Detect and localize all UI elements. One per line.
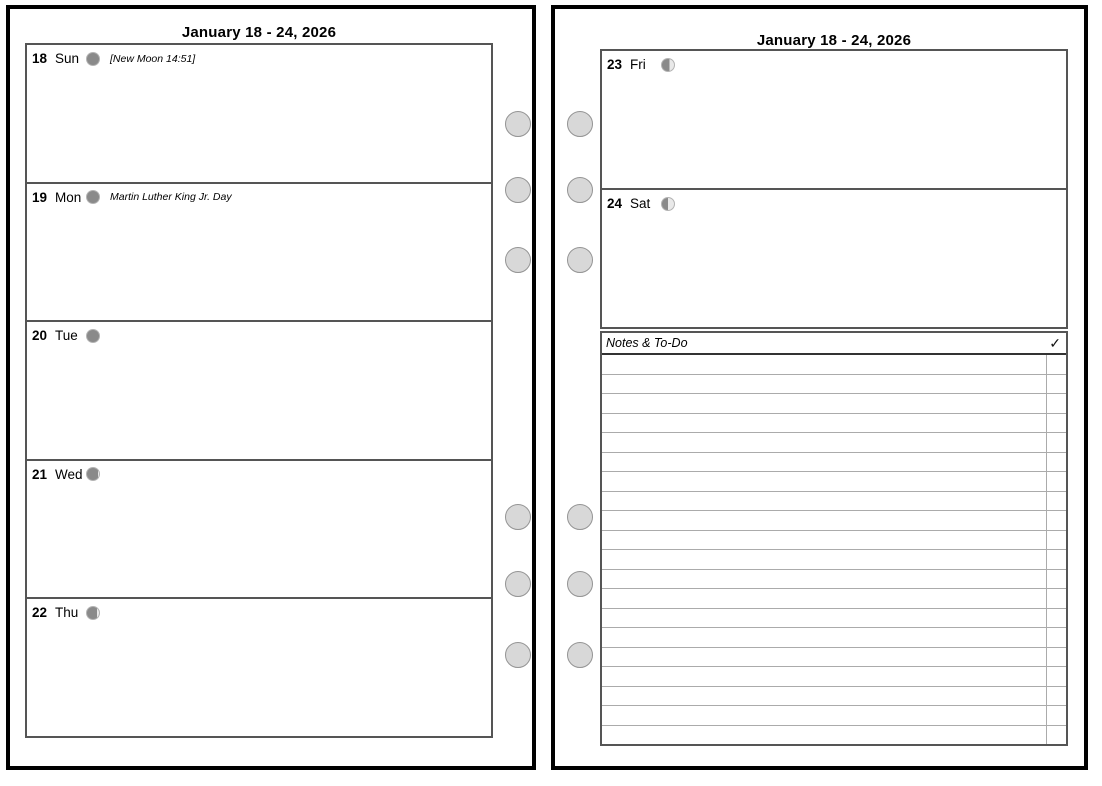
day-row-thu: [27, 599, 491, 736]
note-line: [602, 550, 1066, 570]
note-line: [602, 355, 1066, 375]
note-line: [602, 726, 1066, 745]
day-row-fri: [602, 51, 1066, 190]
planner-left-page: [6, 5, 536, 770]
note-line: [602, 414, 1066, 434]
week-title-right: January 18 - 24, 2026: [756, 32, 912, 49]
check-column-divider: [1046, 355, 1047, 744]
note-line: [602, 667, 1066, 687]
notes-title: Notes & To-Do: [606, 336, 688, 350]
day-row-wed: [27, 461, 491, 600]
binder-hole: [505, 247, 531, 273]
note-line: [602, 687, 1066, 707]
note-line: [602, 531, 1066, 551]
note-line: [602, 609, 1066, 629]
note-line: [602, 511, 1066, 531]
note-line: [602, 706, 1066, 726]
day-number: 24: [607, 196, 623, 211]
moon-phase-icon: [661, 197, 675, 211]
note-line: [602, 492, 1066, 512]
note-line: [602, 375, 1066, 395]
day-number: 18: [32, 51, 48, 66]
binder-hole: [567, 504, 593, 530]
moon-phase-icon: [661, 58, 675, 72]
binder-hole: [505, 642, 531, 668]
moon-phase-icon: [86, 606, 100, 620]
notes-ruled-lines: [602, 355, 1066, 744]
note-line: [602, 453, 1066, 473]
day-row-mon: [27, 184, 491, 323]
binder-hole: [567, 247, 593, 273]
day-name: Sat: [630, 196, 651, 211]
day-grid-left: [25, 43, 493, 738]
day-header: [27, 322, 491, 343]
day-number: 20: [32, 328, 48, 344]
day-name: Fri: [630, 57, 646, 72]
binder-hole: [505, 111, 531, 137]
day-number: 19: [32, 189, 48, 205]
day-grid-right: [600, 49, 1068, 329]
day-row-sun: [27, 45, 491, 184]
day-note: [New Moon 14:51]: [110, 52, 196, 65]
note-line: [602, 472, 1066, 492]
day-name: Wed: [55, 466, 83, 482]
day-number: 22: [32, 605, 48, 621]
binder-hole: [505, 177, 531, 203]
moon-phase-icon: [86, 52, 100, 66]
moon-phase-icon: [86, 329, 100, 343]
binder-hole: [567, 642, 593, 668]
binder-hole: [505, 504, 531, 530]
day-name: Mon: [55, 189, 82, 205]
note-line: [602, 628, 1066, 648]
day-header: [27, 599, 491, 620]
day-row-sat: [602, 190, 1066, 327]
note-line: [602, 570, 1066, 590]
binder-hole: [567, 111, 593, 137]
day-note: Martin Luther King Jr. Day: [110, 191, 232, 204]
day-header: [602, 51, 1066, 72]
planner-right-page: [551, 5, 1088, 770]
binder-hole: [567, 177, 593, 203]
day-header: [27, 45, 491, 66]
note-line: [602, 589, 1066, 609]
note-line: [602, 394, 1066, 414]
moon-phase-icon: [86, 190, 100, 204]
note-line: [602, 648, 1066, 668]
binder-hole: [505, 571, 531, 597]
checkmark-icon: ✓: [1049, 335, 1061, 351]
day-number: 21: [32, 466, 48, 482]
day-name: Tue: [55, 328, 78, 344]
notes-todo-section: [600, 331, 1068, 746]
day-header: [27, 461, 491, 482]
notes-header: [602, 333, 1066, 355]
day-name: Sun: [55, 51, 80, 66]
moon-phase-icon: [86, 467, 100, 481]
day-number: 23: [607, 57, 623, 72]
week-title-left: January 18 - 24, 2026: [181, 24, 337, 41]
note-line: [602, 433, 1066, 453]
day-name: Thu: [55, 605, 79, 621]
binder-hole: [567, 571, 593, 597]
day-row-tue: [27, 322, 491, 461]
day-header: [602, 190, 1066, 211]
day-header: [27, 184, 491, 205]
